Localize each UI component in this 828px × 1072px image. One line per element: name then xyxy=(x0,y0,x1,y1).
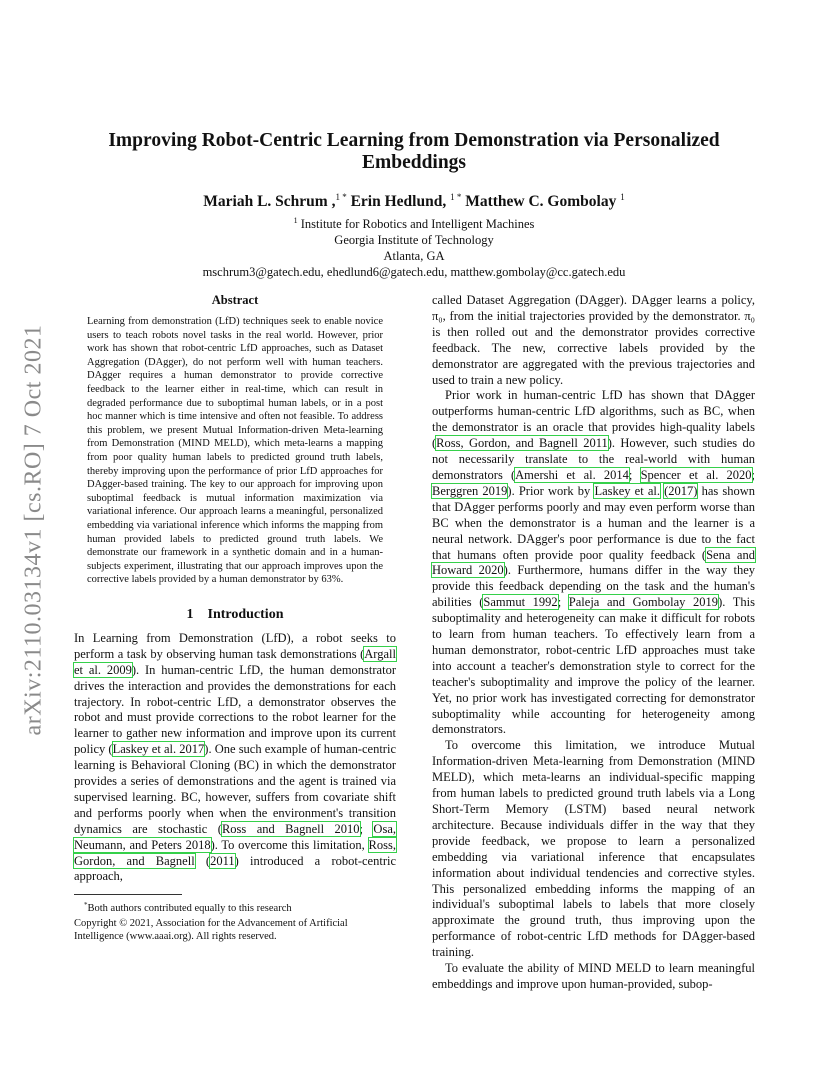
text-run: ). Furthermore, humans differ in the way they provide this feedback depending on the task and the human's abilities ( xyxy=(432,563,756,610)
author-list xyxy=(74,192,754,211)
text-run: In Learning from Demonstration (LfD), a robot seeks to perform a task by observing human task demonstrations ( xyxy=(74,630,396,661)
intro-paragraph-4: To evaluate the ability of MIND MELD to learn meaningful embeddings and improve upon human-provided, subop- xyxy=(432,961,755,991)
author-name: Erin Hedlund, xyxy=(350,193,451,210)
affiliation-mark: 1 xyxy=(293,216,298,225)
citation-link[interactable]: Sena and Howard 2020 xyxy=(432,547,755,578)
text-run: ; xyxy=(557,595,569,610)
citation-link[interactable]: Paleja and Gombolay 2019 xyxy=(568,595,719,610)
affiliation-institute: Institute for Robotics and Intelligent Machines xyxy=(297,217,535,231)
author-emails: mschrum3@gatech.edu, ehedlund6@gatech.edu, matthew.gombolay@cc.gatech.edu xyxy=(202,265,626,279)
citation-link[interactable]: Berggren 2019 xyxy=(432,483,508,498)
text-run: ) introduced a robot-centric approach, xyxy=(74,853,396,884)
author-name: Mariah L. Schrum , xyxy=(203,193,336,210)
author-name: Matthew C. Gombolay xyxy=(465,193,621,210)
citation-link[interactable]: Ross, Gordon, and Bagnell xyxy=(74,837,396,868)
citation-link[interactable]: Spencer et al. 2020 xyxy=(640,467,752,482)
text-run: ). This suboptimality and heterogeneity can make it difficult for robots to learn from human teachers. To effectively learn from a human demonstrator, robot-centric LfD approaches must take into account a teacher's demonstration style to correct for the teacher's suboptimality and improve the policy of the learner. Yet, no prior work has investigated correcting for demonstrator suboptimality while accounting for heterogeneity among demonstrators. xyxy=(432,595,755,737)
intro-paragraph-3: To overcome this limitation, we introduce Mutual Information-driven Meta-learning from Demonstration (MIND MELD), which meta-learns an individual-specific mapping from human labels to predicted ground truth labels via a Long Short-Term Memory (LSTM) based neural network architecture. Because individuals differ in the way that they provide feedback, we propose to learn a personalized embedding via variational inference that encapsulates information about individual tendencies and corrective styles. This personalized embedding informs the mapping of an individual's suboptimal labels to labels that more closely approximate the ground truth, thus improving upon the performance of robot-centric LfD methods for DAgger-based training. xyxy=(432,738,755,960)
citation-link[interactable]: Sammut 1992 xyxy=(483,595,558,610)
text-run: ; xyxy=(359,821,374,836)
text-run: Prior work in human-centric LfD has shown that DAgger outperforms human-centric LfD algorithms, such as BC, when the demonstrator is an oracle that provides high-quality labels ( xyxy=(432,388,755,451)
author-affiliation-mark: 1 xyxy=(620,192,625,202)
text-run: ). However, such studies do not necessarily translate to the real-world with human demonstrators ( xyxy=(432,436,755,482)
arxiv-identifier-text: arXiv:2110.03134v1 [cs.RO] 7 Oct 2021 xyxy=(20,324,47,736)
intro-paragraph-1 xyxy=(74,631,396,886)
right-column xyxy=(432,293,755,993)
citation-link[interactable]: Laskey et al. xyxy=(594,483,660,498)
text-run: has shown that DAgger performs poorly and may even perform worse than BC when the demonstrator is a human and the learner is a neural network. DAgger's poor performance is due to the fact that humans often provide poor quality feedback ( xyxy=(432,483,756,562)
left-column xyxy=(74,293,396,943)
author-affiliation-mark: 1 * xyxy=(335,192,347,202)
paper-title: Improving Robot-Centric Learning from Demonstration via Personalized Embeddings xyxy=(108,130,720,173)
citation-link[interactable]: Laskey et al. 2017 xyxy=(112,742,205,757)
text-run: ). To overcome this limitation, xyxy=(210,837,369,852)
intro-paragraph-1-continued: called Dataset Aggregation (DAgger). DAgger learns a policy, π₀, from the initial trajectories provided by the demonstrator. π₀ is then rolled out and the demonstrator provides corrective feedback. The new, corrective labels provided by the demonstrator are aggregated with the previous trajectories and used to train a new policy. xyxy=(432,293,755,387)
copyright-notice: Copyright © 2021, Association for the Advancement of Artificial Intelligence (www.aaai.org). All rights reserved. xyxy=(74,918,348,943)
footnote-divider xyxy=(74,894,182,895)
affiliation-city: Atlanta, GA xyxy=(383,249,445,263)
citation-link[interactable]: (2017) xyxy=(664,483,698,498)
text-run: ). In human-centric LfD, the human demonstrator drives the interaction and provides the demonstrations for each trajectory. In robot-centric LfD, a demonstrator observes the robot and must provide corrections to the robot learner for the learner to gather new information and improve upon its current policy ( xyxy=(74,662,396,757)
footnote-text: Both authors contributed equally to this research xyxy=(87,903,292,915)
section-number: 1 xyxy=(186,606,194,622)
text-run: ( xyxy=(194,853,211,868)
abstract-text: Learning from demonstration (LfD) techniques seek to enable novice users to teach robots novel tasks in the real world. However, prior work has shown that robot-centric LfD approaches, such as Dataset Aggregation (DAgger), do not perform well with human teachers. DAgger requires a human demonstrator to provide corrective feedback to the learner either in real-time, which can result in degraded performance due to suboptimal human labels, or in a post hoc manner which is time intensive and often not feasible. To address this problem, we present Mutual Information-driven Meta-learning from Demonstration (MIND MELD), which meta-learns a mapping from poor quality human labels to predicted ground truth labels, thereby improving upon the performance of prior LfD approaches for DAgger-based training. The key to our approach for improving upon suboptimal feedback is mutual information maximization via variational inference. Our approach learns a meaningful, personalized embedding via variational inference which informs the mapping from human provided labels to predicted ground truth labels. We demonstrate our framework in a synthetic domain and in a human-subjects experiment, illustrating that our approach improves upon the corrective labels provided by a human demonstrator by 63%. xyxy=(87,316,383,586)
section-title: Introduction xyxy=(207,606,284,622)
citation-link[interactable]: Amershi et al. 2014 xyxy=(515,467,629,482)
affiliation-university: Georgia Institute of Technology xyxy=(334,233,494,247)
author-affiliation-mark: 1 * xyxy=(450,192,462,202)
text-run: ). One such example of human-centric learning is Behavioral Cloning (BC) in which the demonstrator provides a series of demonstrations and the agent is trained via supervised learning. BC, however, suffers from covariate shift and performs poorly when when the environment's transition dynamics are stochastic ( xyxy=(74,742,396,836)
citation-link[interactable]: Ross, Gordon, and Bagnell 2011 xyxy=(436,436,608,451)
arxiv-identifier xyxy=(14,295,54,765)
citation-link[interactable]: Ross and Bagnell 2010 xyxy=(221,821,360,836)
footnote-mark: * xyxy=(84,901,88,910)
section-heading xyxy=(74,607,396,623)
text-run: ). Prior work by xyxy=(507,483,595,498)
text-run: ; xyxy=(628,467,641,482)
intro-paragraph-2 xyxy=(432,388,755,738)
citation-link[interactable]: Osa, Neumann, and Peters 2018 xyxy=(74,821,396,852)
citation-link[interactable]: 2011 xyxy=(210,853,235,868)
abstract-heading: Abstract xyxy=(211,293,259,307)
citation-link[interactable]: Argall et al. 2009 xyxy=(74,646,396,677)
text-run: ; xyxy=(751,467,755,482)
footnote xyxy=(74,899,396,915)
affiliation-block xyxy=(74,213,754,280)
